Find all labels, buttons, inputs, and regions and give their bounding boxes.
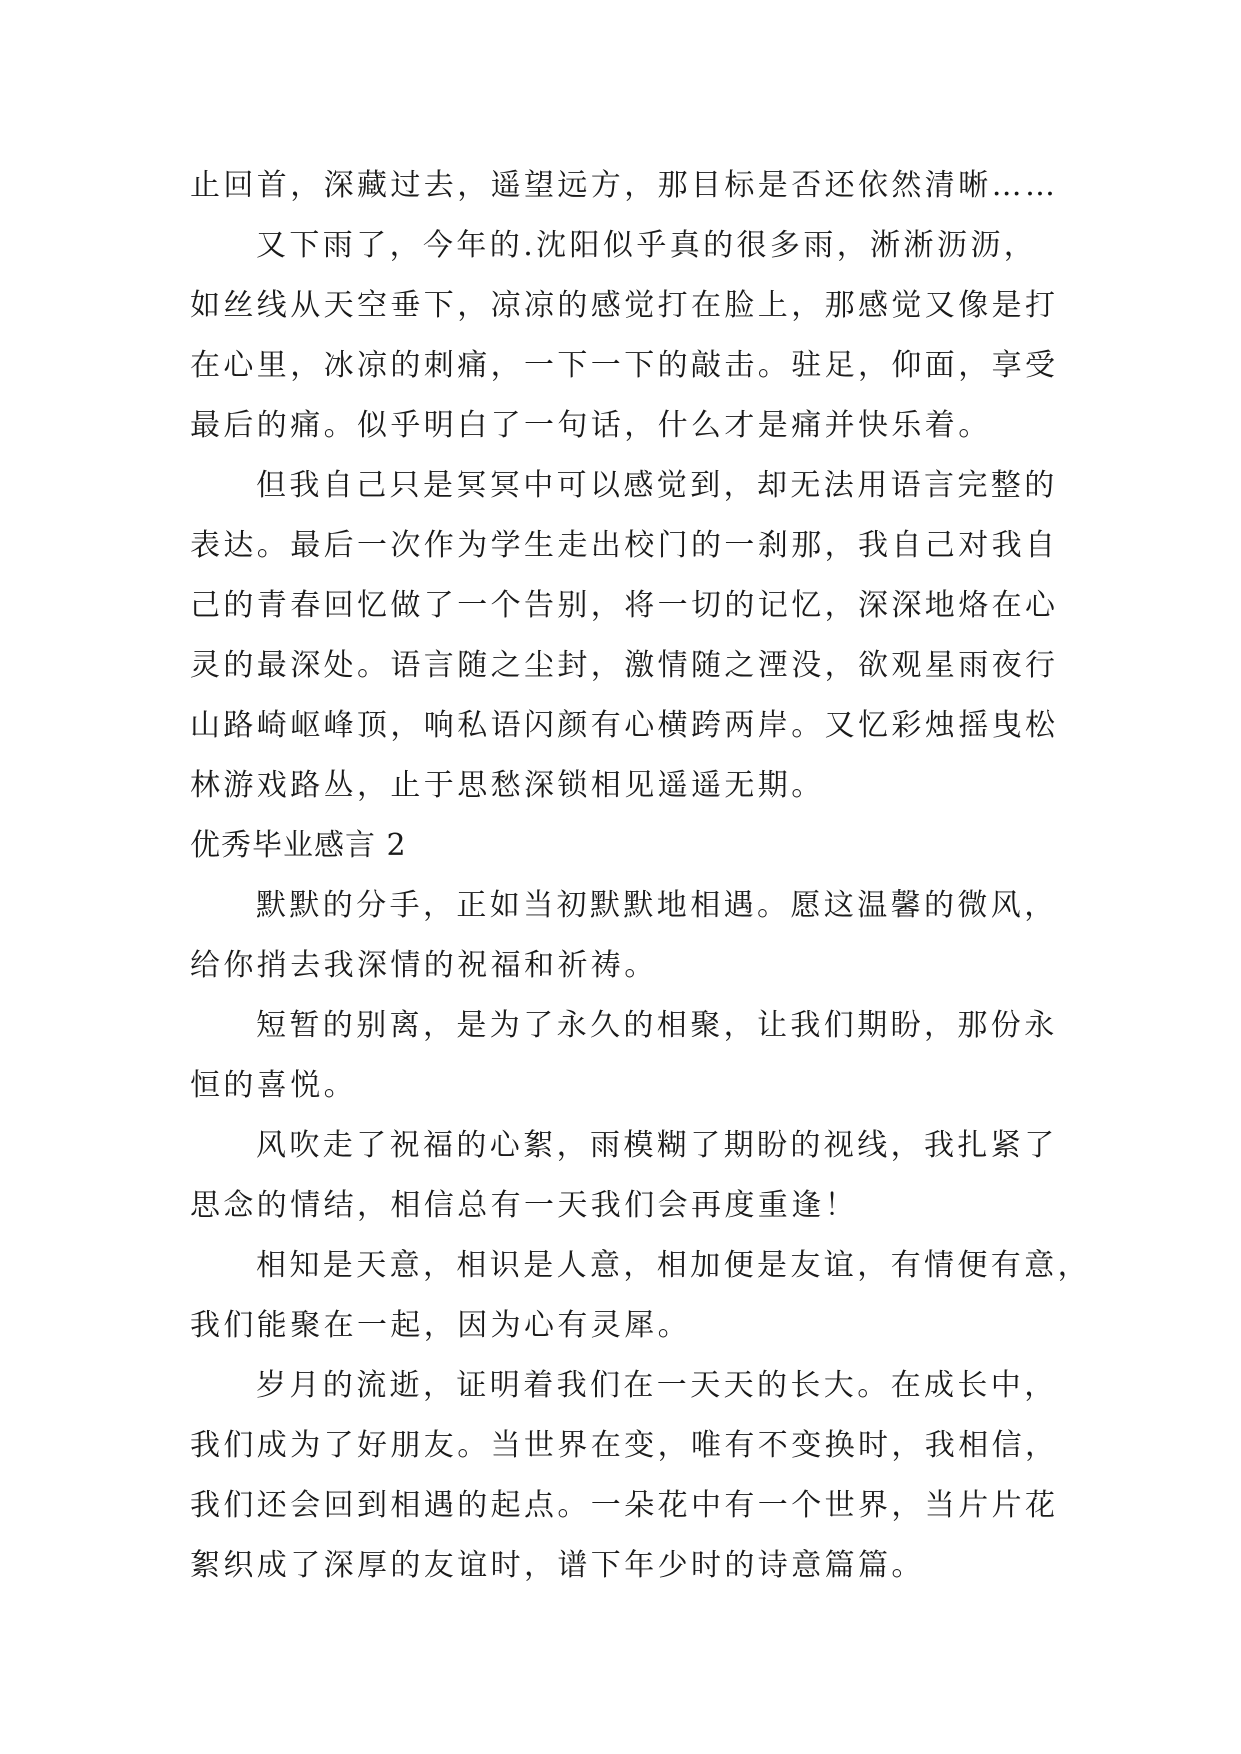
text-line: 恒的喜悦。 [190,1068,357,1103]
text-line: 止回首，深藏过去，遥望远方，那目标是否还依然清晰…… [190,168,1059,203]
document-body [190,156,1091,1596]
text-line: 林游戏路丛，止于思愁深锁相见遥遥无期。 [190,768,825,803]
paragraph-start-line: 岁月的流逝，证明着我们在一天天的长大。在成长中， [256,1368,1058,1403]
text-line: 我们能聚在一起，因为心有灵犀。 [190,1308,691,1343]
paragraph-start-line: 风吹走了祝福的心絮，雨模糊了期盼的视线，我扎紧了 [256,1128,1058,1163]
paragraph-start-line: 相知是天意，相识是人意，相加便是友谊，有情便有意， [256,1248,1091,1283]
text-line: 灵的最深处。语言随之尘封，激情随之湮没，欲观星雨夜行 [190,648,1059,683]
text-line: 我们成为了好朋友。当世界在变，唯有不变换时，我相信， [190,1428,1059,1463]
text-line: 絮织成了深厚的友谊时，谱下年少时的诗意篇篇。 [190,1548,925,1583]
text-line: 思念的情结，相信总有一天我们会再度重逢！ [190,1188,858,1223]
text-line: 我们还会回到相遇的起点。一朵花中有一个世界，当片片花 [190,1488,1059,1523]
section-heading: 优秀毕业感言 2 [190,828,407,863]
paragraph-start-line: 默默的分手，正如当初默默地相遇。愿这温馨的微风， [256,888,1058,923]
paragraph-start-line: 短暂的别离，是为了永久的相聚，让我们期盼，那份永 [256,1008,1058,1043]
text-line: 己的青春回忆做了一个告别，将一切的记忆，深深地烙在心 [190,588,1059,623]
text-line: 在心里，冰凉的刺痛，一下一下的敲击。驻足，仰面，享受 [190,348,1059,383]
text-line: 最后的痛。似乎明白了一句话，什么才是痛并快乐着。 [190,408,992,443]
paragraph-start-line: 但我自己只是冥冥中可以感觉到，却无法用语言完整的 [256,468,1058,503]
paragraph-start-line: 又下雨了，今年的.沈阳似乎真的很多雨，淅淅沥沥， [256,228,1038,263]
text-line: 表达。最后一次作为学生走出校门的一刹那，我自己对我自 [190,528,1059,563]
text-line: 山路崎岖峰顶，响私语闪颜有心横跨两岸。又忆彩烛摇曳松 [190,708,1059,743]
text-line: 如丝线从天空垂下，凉凉的感觉打在脸上，那感觉又像是打 [190,288,1059,323]
text-line: 给你捎去我深情的祝福和祈祷。 [190,948,658,983]
